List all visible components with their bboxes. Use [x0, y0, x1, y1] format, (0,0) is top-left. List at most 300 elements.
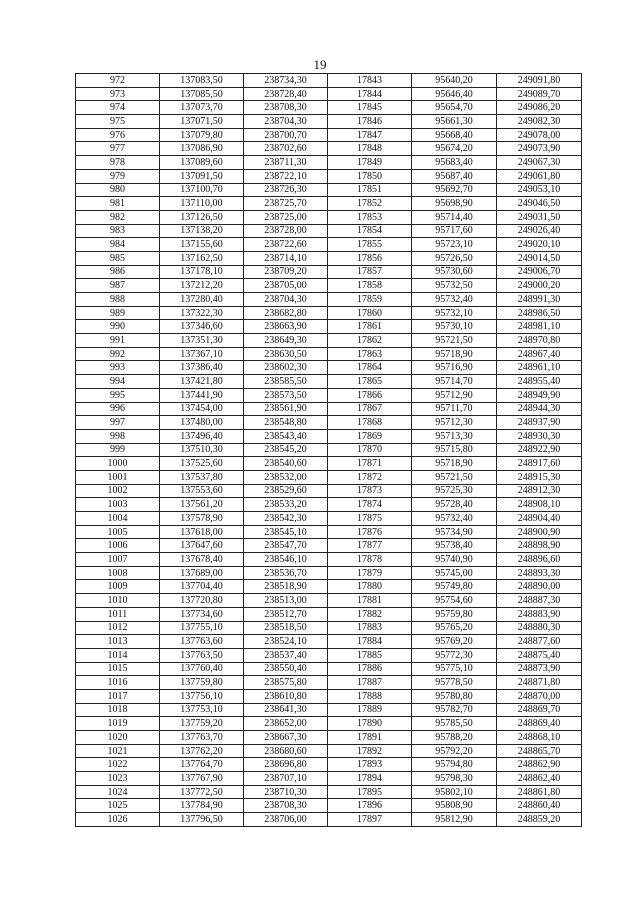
table-row	[76, 183, 582, 197]
x-coordinate-cell: 137753,10	[160, 703, 244, 717]
point-number-cell: 17882	[328, 607, 412, 621]
y-coordinate-cell: 238602,30	[244, 361, 328, 375]
point-number-cell: 994	[76, 375, 160, 389]
table-row	[76, 484, 582, 498]
x-coordinate-cell: 95754,60	[412, 594, 497, 608]
x-coordinate-cell: 95721,50	[412, 334, 497, 348]
table-row	[76, 744, 582, 758]
y-coordinate-cell: 238548,80	[244, 416, 328, 430]
point-number-cell: 17895	[328, 785, 412, 799]
x-coordinate-cell: 137441,90	[160, 388, 244, 402]
x-coordinate-cell: 137110,00	[160, 197, 244, 211]
table-row	[76, 361, 582, 375]
point-number-cell: 973	[76, 87, 160, 101]
x-coordinate-cell: 95740,90	[412, 553, 497, 567]
point-number-cell: 17872	[328, 470, 412, 484]
point-number-cell: 987	[76, 279, 160, 293]
y-coordinate-cell: 248860,40	[497, 799, 582, 813]
point-number-cell: 1017	[76, 689, 160, 703]
y-coordinate-cell: 248955,40	[497, 375, 582, 389]
table-row	[76, 320, 582, 334]
point-number-cell: 1005	[76, 525, 160, 539]
y-coordinate-cell: 249014,50	[497, 251, 582, 265]
table-row	[76, 224, 582, 238]
x-coordinate-cell: 137079,80	[160, 128, 244, 142]
y-coordinate-cell: 238546,10	[244, 553, 328, 567]
point-number-cell: 974	[76, 101, 160, 115]
point-number-cell: 17874	[328, 498, 412, 512]
y-coordinate-cell: 249061,80	[497, 169, 582, 183]
point-number-cell: 1018	[76, 703, 160, 717]
y-coordinate-cell: 238704,30	[244, 115, 328, 129]
point-number-cell: 989	[76, 306, 160, 320]
table-row	[76, 799, 582, 813]
x-coordinate-cell: 95716,90	[412, 361, 497, 375]
point-number-cell: 1006	[76, 539, 160, 553]
y-coordinate-cell: 248877,60	[497, 635, 582, 649]
y-coordinate-cell: 238649,30	[244, 334, 328, 348]
point-number-cell: 17844	[328, 87, 412, 101]
x-coordinate-cell: 95808,90	[412, 799, 497, 813]
point-number-cell: 17888	[328, 689, 412, 703]
x-coordinate-cell: 95646,40	[412, 87, 497, 101]
y-coordinate-cell: 238518,90	[244, 580, 328, 594]
x-coordinate-cell: 137346,60	[160, 320, 244, 334]
x-coordinate-cell: 137086,90	[160, 142, 244, 156]
x-coordinate-cell: 95780,80	[412, 689, 497, 703]
x-coordinate-cell: 137764,70	[160, 758, 244, 772]
y-coordinate-cell: 248970,80	[497, 334, 582, 348]
point-number-cell: 17845	[328, 101, 412, 115]
x-coordinate-cell: 137755,10	[160, 621, 244, 635]
x-coordinate-cell: 95640,20	[412, 74, 497, 88]
table-row	[76, 580, 582, 594]
point-number-cell: 17867	[328, 402, 412, 416]
y-coordinate-cell: 248865,70	[497, 744, 582, 758]
table-row	[76, 388, 582, 402]
point-number-cell: 986	[76, 265, 160, 279]
x-coordinate-cell: 137212,20	[160, 279, 244, 293]
x-coordinate-cell: 137510,30	[160, 443, 244, 457]
x-coordinate-cell: 95765,20	[412, 621, 497, 635]
point-number-cell: 17871	[328, 457, 412, 471]
point-number-cell: 1003	[76, 498, 160, 512]
table-row	[76, 87, 582, 101]
y-coordinate-cell: 238513,00	[244, 594, 328, 608]
point-number-cell: 17889	[328, 703, 412, 717]
y-coordinate-cell: 249089,70	[497, 87, 582, 101]
y-coordinate-cell: 238561,90	[244, 402, 328, 416]
point-number-cell: 1011	[76, 607, 160, 621]
x-coordinate-cell: 137089,60	[160, 156, 244, 170]
x-coordinate-cell: 137386,40	[160, 361, 244, 375]
point-number-cell: 17887	[328, 676, 412, 690]
y-coordinate-cell: 238722,10	[244, 169, 328, 183]
table-row	[76, 101, 582, 115]
y-coordinate-cell: 238545,10	[244, 525, 328, 539]
y-coordinate-cell: 249053,10	[497, 183, 582, 197]
point-number-cell: 17864	[328, 361, 412, 375]
point-number-cell: 1009	[76, 580, 160, 594]
x-coordinate-cell: 137073,70	[160, 101, 244, 115]
y-coordinate-cell: 238575,80	[244, 676, 328, 690]
table-row	[76, 265, 582, 279]
x-coordinate-cell: 137085,50	[160, 87, 244, 101]
y-coordinate-cell: 248915,30	[497, 470, 582, 484]
point-number-cell: 17856	[328, 251, 412, 265]
x-coordinate-cell: 137351,30	[160, 334, 244, 348]
x-coordinate-cell: 137138,20	[160, 224, 244, 238]
point-number-cell: 17863	[328, 347, 412, 361]
y-coordinate-cell: 248898,90	[497, 539, 582, 553]
point-number-cell: 995	[76, 388, 160, 402]
table-row	[76, 238, 582, 252]
y-coordinate-cell: 248887,30	[497, 594, 582, 608]
x-coordinate-cell: 95732,40	[412, 293, 497, 307]
table-row	[76, 594, 582, 608]
table-row	[76, 539, 582, 553]
x-coordinate-cell: 95798,30	[412, 772, 497, 786]
point-number-cell: 1026	[76, 813, 160, 827]
y-coordinate-cell: 249073,90	[497, 142, 582, 156]
point-number-cell: 982	[76, 210, 160, 224]
y-coordinate-cell: 248883,90	[497, 607, 582, 621]
point-number-cell: 1000	[76, 457, 160, 471]
x-coordinate-cell: 95730,10	[412, 320, 497, 334]
x-coordinate-cell: 95794,80	[412, 758, 497, 772]
point-number-cell: 985	[76, 251, 160, 265]
y-coordinate-cell: 248930,30	[497, 429, 582, 443]
point-number-cell: 17896	[328, 799, 412, 813]
table-row	[76, 375, 582, 389]
x-coordinate-cell: 137763,70	[160, 731, 244, 745]
point-number-cell: 17894	[328, 772, 412, 786]
point-number-cell: 17879	[328, 566, 412, 580]
point-number-cell: 1020	[76, 731, 160, 745]
x-coordinate-cell: 95714,40	[412, 210, 497, 224]
table-row	[76, 429, 582, 443]
x-coordinate-cell: 95732,10	[412, 306, 497, 320]
x-coordinate-cell: 137756,10	[160, 689, 244, 703]
x-coordinate-cell: 95769,20	[412, 635, 497, 649]
y-coordinate-cell: 238630,50	[244, 347, 328, 361]
y-coordinate-cell: 238710,30	[244, 785, 328, 799]
x-coordinate-cell: 137784,90	[160, 799, 244, 813]
point-number-cell: 981	[76, 197, 160, 211]
point-number-cell: 977	[76, 142, 160, 156]
y-coordinate-cell: 248961,10	[497, 361, 582, 375]
x-coordinate-cell: 137561,20	[160, 498, 244, 512]
x-coordinate-cell: 137618,00	[160, 525, 244, 539]
x-coordinate-cell: 137772,50	[160, 785, 244, 799]
y-coordinate-cell: 249091,80	[497, 74, 582, 88]
x-coordinate-cell: 95718,90	[412, 347, 497, 361]
x-coordinate-cell: 95759,80	[412, 607, 497, 621]
table-row	[76, 416, 582, 430]
y-coordinate-cell: 238700,70	[244, 128, 328, 142]
x-coordinate-cell: 95772,30	[412, 648, 497, 662]
y-coordinate-cell: 238641,30	[244, 703, 328, 717]
point-number-cell: 17865	[328, 375, 412, 389]
y-coordinate-cell: 238585,50	[244, 375, 328, 389]
point-number-cell: 998	[76, 429, 160, 443]
x-coordinate-cell: 95792,20	[412, 744, 497, 758]
point-number-cell: 1013	[76, 635, 160, 649]
x-coordinate-cell: 95718,90	[412, 457, 497, 471]
y-coordinate-cell: 238573,50	[244, 388, 328, 402]
table-row	[76, 785, 582, 799]
y-coordinate-cell: 238663,90	[244, 320, 328, 334]
x-coordinate-cell: 95788,20	[412, 731, 497, 745]
point-number-cell: 999	[76, 443, 160, 457]
y-coordinate-cell: 238537,40	[244, 648, 328, 662]
x-coordinate-cell: 137162,50	[160, 251, 244, 265]
x-coordinate-cell: 137083,50	[160, 74, 244, 88]
point-number-cell: 17853	[328, 210, 412, 224]
point-number-cell: 1016	[76, 676, 160, 690]
point-number-cell: 17893	[328, 758, 412, 772]
x-coordinate-cell: 95654,70	[412, 101, 497, 115]
table-row	[76, 197, 582, 211]
table-row	[76, 621, 582, 635]
x-coordinate-cell: 95712,30	[412, 416, 497, 430]
x-coordinate-cell: 95734,90	[412, 525, 497, 539]
point-number-cell: 1021	[76, 744, 160, 758]
table-row	[76, 169, 582, 183]
table-row	[76, 703, 582, 717]
y-coordinate-cell: 238722,60	[244, 238, 328, 252]
point-number-cell: 1004	[76, 512, 160, 526]
point-number-cell: 17850	[328, 169, 412, 183]
table-row	[76, 156, 582, 170]
y-coordinate-cell: 238652,00	[244, 717, 328, 731]
y-coordinate-cell: 238705,00	[244, 279, 328, 293]
point-number-cell: 980	[76, 183, 160, 197]
point-number-cell: 972	[76, 74, 160, 88]
table-row	[76, 279, 582, 293]
x-coordinate-cell: 95732,40	[412, 512, 497, 526]
x-coordinate-cell: 95778,50	[412, 676, 497, 690]
point-number-cell: 1025	[76, 799, 160, 813]
y-coordinate-cell: 238543,40	[244, 429, 328, 443]
table-row	[76, 74, 582, 88]
x-coordinate-cell: 137578,90	[160, 512, 244, 526]
y-coordinate-cell: 238707,10	[244, 772, 328, 786]
point-number-cell: 17877	[328, 539, 412, 553]
x-coordinate-cell: 137720,80	[160, 594, 244, 608]
point-number-cell: 17843	[328, 74, 412, 88]
y-coordinate-cell: 238529,60	[244, 484, 328, 498]
table-row	[76, 334, 582, 348]
table-row	[76, 115, 582, 129]
y-coordinate-cell: 248944,30	[497, 402, 582, 416]
y-coordinate-cell: 238726,30	[244, 183, 328, 197]
point-number-cell: 1010	[76, 594, 160, 608]
y-coordinate-cell: 248904,40	[497, 512, 582, 526]
y-coordinate-cell: 248900,90	[497, 525, 582, 539]
x-coordinate-cell: 95728,40	[412, 498, 497, 512]
point-number-cell: 17885	[328, 648, 412, 662]
y-coordinate-cell: 248981,10	[497, 320, 582, 334]
y-coordinate-cell: 238725,00	[244, 210, 328, 224]
point-number-cell: 17881	[328, 594, 412, 608]
table-row	[76, 210, 582, 224]
table-row	[76, 731, 582, 745]
y-coordinate-cell: 248880,30	[497, 621, 582, 635]
table-row	[76, 662, 582, 676]
x-coordinate-cell: 95712,90	[412, 388, 497, 402]
y-coordinate-cell: 238547,70	[244, 539, 328, 553]
x-coordinate-cell: 95726,50	[412, 251, 497, 265]
y-coordinate-cell: 248917,60	[497, 457, 582, 471]
page-number: 19	[313, 57, 327, 72]
x-coordinate-cell: 137759,80	[160, 676, 244, 690]
x-coordinate-cell: 95725,30	[412, 484, 497, 498]
point-number-cell: 17883	[328, 621, 412, 635]
point-number-cell: 976	[76, 128, 160, 142]
point-number-cell: 17851	[328, 183, 412, 197]
x-coordinate-cell: 95721,50	[412, 470, 497, 484]
y-coordinate-cell: 248937,90	[497, 416, 582, 430]
x-coordinate-cell: 95812,90	[412, 813, 497, 827]
table-row	[76, 689, 582, 703]
x-coordinate-cell: 137525,60	[160, 457, 244, 471]
x-coordinate-cell: 137704,40	[160, 580, 244, 594]
point-number-cell: 1024	[76, 785, 160, 799]
y-coordinate-cell: 248896,60	[497, 553, 582, 567]
point-number-cell: 17857	[328, 265, 412, 279]
y-coordinate-cell: 238536,70	[244, 566, 328, 580]
table-row	[76, 142, 582, 156]
x-coordinate-cell: 95738,40	[412, 539, 497, 553]
point-number-cell: 17854	[328, 224, 412, 238]
x-coordinate-cell: 137796,50	[160, 813, 244, 827]
y-coordinate-cell: 238518,50	[244, 621, 328, 635]
table-row	[76, 443, 582, 457]
y-coordinate-cell: 248873,90	[497, 662, 582, 676]
table-row	[76, 813, 582, 827]
y-coordinate-cell: 248908,10	[497, 498, 582, 512]
x-coordinate-cell: 137155,60	[160, 238, 244, 252]
point-number-cell: 1019	[76, 717, 160, 731]
y-coordinate-cell: 238550,40	[244, 662, 328, 676]
table-row	[76, 347, 582, 361]
y-coordinate-cell: 238533,20	[244, 498, 328, 512]
table-row	[76, 648, 582, 662]
point-number-cell: 983	[76, 224, 160, 238]
y-coordinate-cell: 238667,30	[244, 731, 328, 745]
y-coordinate-cell: 249086,20	[497, 101, 582, 115]
x-coordinate-cell: 95711,70	[412, 402, 497, 416]
y-coordinate-cell: 249006,70	[497, 265, 582, 279]
y-coordinate-cell: 248869,70	[497, 703, 582, 717]
y-coordinate-cell: 249046,50	[497, 197, 582, 211]
y-coordinate-cell: 249082,30	[497, 115, 582, 129]
x-coordinate-cell: 95661,30	[412, 115, 497, 129]
x-coordinate-cell: 137553,60	[160, 484, 244, 498]
point-number-cell: 17859	[328, 293, 412, 307]
y-coordinate-cell: 238714,10	[244, 251, 328, 265]
coordinates-table-body	[76, 74, 582, 827]
y-coordinate-cell: 248922,90	[497, 443, 582, 457]
point-number-cell: 17875	[328, 512, 412, 526]
x-coordinate-cell: 95683,40	[412, 156, 497, 170]
point-number-cell: 17890	[328, 717, 412, 731]
point-number-cell: 1022	[76, 758, 160, 772]
point-number-cell: 17870	[328, 443, 412, 457]
point-number-cell: 17884	[328, 635, 412, 649]
point-number-cell: 17860	[328, 306, 412, 320]
point-number-cell: 992	[76, 347, 160, 361]
table-row	[76, 457, 582, 471]
x-coordinate-cell: 95687,40	[412, 169, 497, 183]
table-row	[76, 251, 582, 265]
y-coordinate-cell: 248949,90	[497, 388, 582, 402]
y-coordinate-cell: 248862,90	[497, 758, 582, 772]
y-coordinate-cell: 238734,30	[244, 74, 328, 88]
point-number-cell: 17868	[328, 416, 412, 430]
y-coordinate-cell: 248859,20	[497, 813, 582, 827]
point-number-cell: 17897	[328, 813, 412, 827]
point-number-cell: 17873	[328, 484, 412, 498]
y-coordinate-cell: 238512,70	[244, 607, 328, 621]
y-coordinate-cell: 248869,40	[497, 717, 582, 731]
x-coordinate-cell: 95732,50	[412, 279, 497, 293]
x-coordinate-cell: 95802,10	[412, 785, 497, 799]
x-coordinate-cell: 95723,10	[412, 238, 497, 252]
x-coordinate-cell: 137537,80	[160, 470, 244, 484]
table-row	[76, 758, 582, 772]
table-row	[76, 128, 582, 142]
y-coordinate-cell: 238704,30	[244, 293, 328, 307]
y-coordinate-cell: 238728,40	[244, 87, 328, 101]
table-row	[76, 635, 582, 649]
table-row	[76, 306, 582, 320]
x-coordinate-cell: 137763,60	[160, 635, 244, 649]
y-coordinate-cell: 249026,40	[497, 224, 582, 238]
x-coordinate-cell: 95749,80	[412, 580, 497, 594]
table-row	[76, 512, 582, 526]
y-coordinate-cell: 249067,30	[497, 156, 582, 170]
y-coordinate-cell: 238706,00	[244, 813, 328, 827]
x-coordinate-cell: 95668,40	[412, 128, 497, 142]
x-coordinate-cell: 95785,50	[412, 717, 497, 731]
x-coordinate-cell: 137734,60	[160, 607, 244, 621]
point-number-cell: 1001	[76, 470, 160, 484]
y-coordinate-cell: 238680,60	[244, 744, 328, 758]
point-number-cell: 1008	[76, 566, 160, 580]
y-coordinate-cell: 249031,50	[497, 210, 582, 224]
y-coordinate-cell: 238542,30	[244, 512, 328, 526]
table-row	[76, 772, 582, 786]
point-number-cell: 17862	[328, 334, 412, 348]
x-coordinate-cell: 95730,60	[412, 265, 497, 279]
x-coordinate-cell: 137480,00	[160, 416, 244, 430]
x-coordinate-cell: 137454,00	[160, 402, 244, 416]
point-number-cell: 1007	[76, 553, 160, 567]
y-coordinate-cell: 248893,30	[497, 566, 582, 580]
point-number-cell: 991	[76, 334, 160, 348]
y-coordinate-cell: 248912,30	[497, 484, 582, 498]
y-coordinate-cell: 248986,50	[497, 306, 582, 320]
x-coordinate-cell: 137678,40	[160, 553, 244, 567]
y-coordinate-cell: 248967,40	[497, 347, 582, 361]
y-coordinate-cell: 238545,20	[244, 443, 328, 457]
point-number-cell: 17880	[328, 580, 412, 594]
point-number-cell: 975	[76, 115, 160, 129]
x-coordinate-cell: 137763,50	[160, 648, 244, 662]
x-coordinate-cell: 95715,80	[412, 443, 497, 457]
